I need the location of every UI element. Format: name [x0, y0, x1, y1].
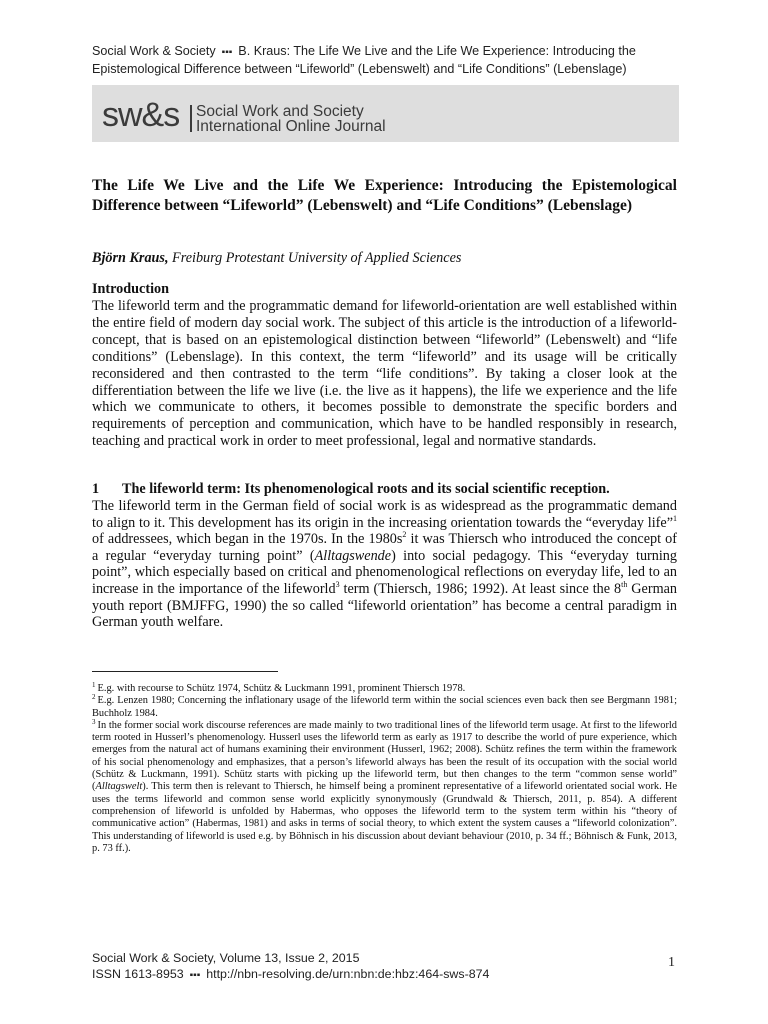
text-run: The lifeworld term in the German field of social work is as widespread as the programmatic demand to align to it. This development has its origin in the increasing orientation towards the “everyday life”: [92, 498, 677, 531]
footer-identifiers: [92, 966, 677, 984]
journal-short-name: Social Work & Society: [92, 44, 216, 58]
section-1-heading: [92, 481, 610, 498]
header-separator: ▪▪▪: [221, 47, 233, 58]
footnote-2: [92, 695, 677, 720]
journal-logo: sw&s: [102, 96, 180, 134]
footnote-number: 1: [92, 681, 96, 689]
author-name: Björn Kraus,: [92, 250, 169, 266]
text-run: of addressees, which began in the 1970s. In the 1980s: [92, 531, 403, 548]
text-run: it was Thiersch who introduced the concept of a regular “everyday turning point” (: [92, 531, 677, 564]
article-reference: B. Kraus: The Life We Live and the Life We Experience: Introducing the: [238, 44, 636, 58]
text-run: term (Thiersch, 1986; 1992). At least since the 8: [339, 580, 622, 597]
author-line: [92, 249, 677, 267]
page-footer: [92, 950, 677, 984]
text-run: ) into social pedagogy. This “everyday turning point”, which especially based on critical and phenomenological reflections on everyday life, led to an increase in the importance of the lifeworld: [92, 547, 677, 597]
running-header-line-1: [92, 43, 692, 61]
italic-term: Alltagswelt: [95, 781, 143, 793]
running-header: [92, 43, 692, 77]
footnotes: [92, 683, 677, 855]
section-number: 1: [92, 481, 100, 497]
footnote-ref-2[interactable]: 2: [402, 530, 407, 540]
journal-name-line-1: Social Work and Society: [196, 103, 364, 120]
footnote-3: [92, 717, 677, 855]
logo-divider: [190, 105, 192, 132]
footnote-text: ). This term then is relevant to Thiersch, he himself being a prominent representative of a lifeworld orientated social work. He uses the terms lifeworld and common sense world explicitly synonymously (Grundwald & Thiersch, 2011, p. 854). A different comprehension of lifeworld is unfolded by Habermas, who opposes the lifeworld term to the system term within his “theory of communicative action” (Habermas, 1981) and asks in terms of social theory, to which extent the system causes a “lifeworld colonization”. This understanding of lifeworld is used e.g. by Böhnisch in his discussion about deviant behaviour (2010, p. 34 ff.; Böhnisch & Funk, 2013, p. 73 ff.).: [92, 781, 677, 854]
footnote-number: 3: [92, 717, 96, 726]
footnote-ref-3[interactable]: 3: [335, 579, 340, 589]
text-run: German youth report (BMJFFG, 1990) the so called “lifeworld orientation” has become a central paradigm in German youth welfare.: [92, 580, 677, 631]
footer-url[interactable]: http://nbn-resolving.de/urn:nbn:de:hbz:464-sws-874: [206, 967, 490, 981]
ordinal-suffix: th: [621, 579, 628, 589]
intro-heading: Introduction: [92, 281, 169, 297]
section-title: The lifeworld term: Its phenomenological roots and its social scientific reception.: [122, 481, 610, 497]
intro-paragraph: The lifeworld term and the programmatic demand for lifeworld-orientation are well established within the entire field of modern day social work. The subject of this article is the introduction of a lifeworld-concept, that is based on an epistemological distinction between “lifeworld” (Lebenswelt) and “life conditions” (Lebenslage). In this context, the term “lifeworld” and its usage will be critically reconsidered and then contrasted to the term “life conditions”. By taking a closer look at the differentiation between the life we live (i.e. the live as it happens), the life we experience and the life which we communicate to others, it becomes possible to demonstrate the specific borders and requirements of perception and communication, which have to be handled responsibly in research, teaching and practical work in order to meet professional, legal and normative standards.: [92, 298, 677, 450]
running-header-line-2: Epistemological Difference between “Lifeworld” (Lebenswelt) and “Life Conditions” (Lebenslage): [92, 62, 627, 76]
author-affiliation: Freiburg Protestant University of Applied Sciences: [172, 250, 462, 266]
italic-term: Alltagswende: [314, 547, 392, 564]
footnote-divider: [92, 671, 278, 672]
footnote-text: E.g. Lenzen 1980; Concerning the inflationary usage of the lifeworld term within the social sciences even back then see Bergmann 1981; Buchholz 1984.: [92, 695, 677, 719]
journal-name-line-2: International Online Journal: [196, 118, 386, 135]
footer-issn: ISSN 1613-8953: [92, 967, 184, 981]
footnote-text: E.g. with recourse to Schütz 1974, Schütz & Luckmann 1991, prominent Thiersch 1978.: [97, 683, 466, 694]
footnote-number: 2: [92, 693, 96, 702]
footnote-1: [92, 683, 677, 695]
footer-separator: ▪▪▪: [189, 970, 201, 981]
article-title: The Life We Live and the Life We Experience: Introducing the Epistemological Difference between “Lifeworld” (Lebenswelt) and “Life Conditions” (Lebenslage): [92, 177, 677, 214]
footnote-text: In the former social work discourse references are made mainly to two traditional lines of the lifeworld term usage. At first to the lifeworld term rooted in Husserl’s phenomenology. Husserl uses the lifeworld term as early as 1917 to describe the world of pure experience, which emerges from the natural act of humans examining their environment (Husserl, 1962; 2008). Schütz refines the term within the framework of his social phenomenology and emphasizes, that a person’s lifeworld always has been the result of its occupation with the social world (Schütz & Luckmann, 1991). Schütz starts with picking up the lifeworld term, but then changes to the term “common sense world” (: [92, 719, 677, 793]
footer-volume: Social Work & Society, Volume 13, Issue 2, 2015: [92, 951, 360, 965]
footnote-ref-1[interactable]: 1: [673, 513, 677, 523]
page-number: 1: [668, 955, 675, 970]
section-1-paragraph: [92, 498, 677, 631]
journal-name: [196, 104, 386, 134]
journal-banner: [92, 85, 679, 142]
